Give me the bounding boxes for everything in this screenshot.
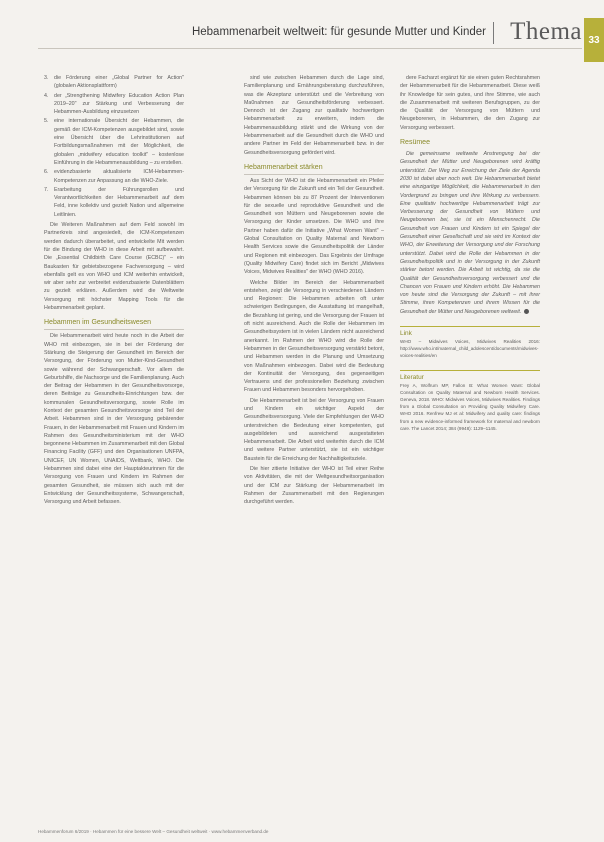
- body-paragraph: Die hier zitierte Initiative der WHO ist Teil einer Reihe von Aktivitäten, die mit der Weltgesundheitsorganisation und der ICM zur Stärkung der Hebammenarbeit im Rahmen der Zusammenarbeit mit den Regierungen durchgeführt werden.: [244, 466, 384, 506]
- literature-text: Frey A, Wolfrum MP, Fallon B: What Women Want: Global Consultation on Quality Maternal and Newborn Health Services. Geneva, 2018. WHO: Midwives Voices, Midwives Realities. Findings from a Global Consultation on Providing Quality Midwifery Care. WHO 2016. Renfrew MJ et al: Midwifery and quality care: findings from a new evidence-informed framework for maternal and newborn care. The Lancet 2014; 384 (9948): 1129–1145.: [400, 382, 540, 431]
- subheading: Hebammenarbeit stärken: [244, 163, 384, 175]
- list-item-text: der „Strengthening Midwifery Education Action Plan 2019–20" zur Stärkung und Verbesserung der Hebammen-Ausbildung einzusetzen: [54, 92, 184, 116]
- page-footer: Hebammenforum 6/2019 · Hebammen für eine bessere Welt – Gesundheit weltweit · www.hebammenverband.de: [38, 829, 269, 834]
- body-paragraph: dere Facharzt ergänzt für sie einen guten Rechtsrahmen der Hebammenarbeit für die Hebammenarbeit. Diese weiß ihr Knowledge für sein gutes, und ihre Stimme, wie auch die Zusammenarbeit mit weiteren Berufsgruppen, zu der die Qualität der Versorgung von Müttern und Neugeborenen, in Hebammen, die den Zugang zur Versorgung verbessert.: [400, 75, 540, 131]
- list-item-text: evidenzbasierte aktualisierte ICM-Hebammen-Kompetenzen zur Anpassung an die WHO-Ziele.: [54, 169, 184, 184]
- list-item: [44, 168, 184, 185]
- list-item: [44, 186, 184, 219]
- body-paragraph: Die Hebammenarbeit ist bei der Versorgung von Frauen und Kindern ein wichtiger Aspekt der Gesundheitsversorgung. Viele der Empfehlungen der WHO unterstreichen die Bedeutung einer kompetenten, gut ausgebildeten und ausreichend ausgestatteten Hebammenarbeit. Die Arbeit wird weiterhin durch die ICM und weitere Partner unterstützt, sie ist ein wichtiger Baustein für die Erreichung der Nachhaltigkeitsziele.: [244, 397, 384, 462]
- resume-text: Die gemeinsame weltweite Anstrengung bei der Gesundheit der Mütter und Neugeborenen wird kräftig unterstützt. Der Weg zur Erreichung der Ziele der Agenda 2030 ist dabei aber noch weit. Die Hebammenarbeit bietet eine einzigartige Möglichkeit, die Hebammenarbeit in den Vordergrund zu bringen und ihre Wirkung zu verbessern. Eine qualitativ hochwertige Hebammenarbeit trägt zur Verbesserung der Gesundheit von Müttern und Neugeborenen bei, sie ist ein Menschenrecht. Die Gesundheit von Frauen und Kindern ist ein Spiegel der Gesundheit einer Gesellschaft und sie wird im Kontext der WHO, der Erweiterung der Versorgung und der Forschung unterstützt. Dabei wird die Rolle der Hebammen in der Gesundheitspolitik und in der Versorgung in der Zukunft stärker betont werden. Die Arbeit ist wichtig, da sie die Qualität der Gesundheitsversorgung verbessert und die Chancen von Frauen und Kindern erhöht. Die Hebammen von heute sind die Versorgung der Zukunft – mit ihrer Stimme, ihren Kompetenzen und ihrem Wissen für die Gesundheit der Mütter und Neugeborenen weltweit.: [400, 151, 540, 315]
- section-label: Thema: [510, 18, 582, 45]
- link-box-heading: Link: [400, 326, 540, 338]
- list-item-text: die Förderung einer „Global Partner for Action" (globalen Aktionsplattform): [54, 75, 184, 90]
- list-item-number: 7.: [44, 186, 49, 193]
- list-item-text: eine internationale Übersicht der Hebammen, die gemäß der ICM-Kompetenzen ausgebildet sind, sowie eine Übersicht über die Lehrinstitutionen auf Fortbildungsmaßnahmen mit der Möglichkeit, die globalen „midwifery education toolkit" – kostenlose Einführung in die Hebammenausbildung – zu erstellen.: [54, 118, 184, 166]
- list-item-text: Erarbeitung der Führungsrollen und Verantwortlichkeiten der Hebammenarbeit auf dem Feld, inne kollektiv und gezielt Nation und allgemeine Leitlinien.: [54, 186, 184, 218]
- header-divider: [493, 22, 494, 44]
- list-item-number: 3.: [44, 75, 49, 81]
- link-text[interactable]: WHO – Midwives Voices, Midwives Realities 2016: http://www.who.int/maternal_child_adolescent/documents/midwives-voices-realities/en: [400, 339, 540, 359]
- literature-box-heading: Literatur: [400, 370, 540, 382]
- running-header-title: Hebammenarbeit weltweit: für gesunde Mutter und Kinder: [191, 26, 486, 38]
- measures-list: [44, 74, 184, 219]
- list-item-number: 4.: [44, 92, 49, 99]
- running-header: [0, 18, 604, 46]
- link-box: [400, 338, 540, 360]
- list-item: [44, 92, 184, 117]
- column-1: [44, 74, 184, 509]
- body-paragraph: sind wie zwischen Hebammen durch die Lage sind, Familienplanung und Ernährungsberatung durchzuführen, was die Akzeptanz unterstützt und die Verbreitung von Ma0nahmen zur Gesundheitsförderung verbessert. Dennoch ist der Zugang zur qualitativ hochwertigen Hebammenarbeit zu erweitern, indem die Hebammenausbildung stärkt und die Wirkung von der Hebammenarbeit auf die Gesundheit durch die WHO und andere Partner im Feld der Hebammenarbeit bzw. in der Gesundheitsversorgung gefördert wird.: [244, 75, 384, 156]
- body-paragraph: Die Hebammenarbeit wird heute noch in die Arbeit der WHO mit einbezogen, sie in bei der Förderung der Stärkung die Steigerung der Gesundheit im Bereich der Versorgung, der Förderung von Mutter-Kind-Gesundheit sowie während der Schwangerschaft. Vor allem die Geburtshilfe, die Nachsorge und die Familienplanung. Auch der Beitrag der Hebammen in der Gesundheitsvorsorge, deren Beiträge zu Gesundheits-Einrichtungen bzw. der kommunalen Gesundheitsversorgung, sowie Rolle im Kontext der gesamten Gesundheitsvorsorge sind Teil der Arbeit. Hebammen sind in der Versorgung gebärender Frauen, in der Hebammenarbeit mit Frauen und Kindern im Rahmen des Gesundheitsministerium mit der WHO begonnene Hebammen im Zusammenarbeit mit den Global Financing Facility (GFF) und den Organisationen UNFPA, UNICEF, UN Women, UNAIDS, Weltbank, WHO. Die Hebammen sind dabei eine der Hauptakteurinnen für die Versorgung von Frauen und Kindern im Rahmen der gesamten Gesundheit, sie müssen sich auch mit der Entwicklung der Gesundheitssysteme, Schwangerschaft, Versorgung und Arbeit befassen.: [44, 333, 184, 506]
- list-item: [44, 74, 184, 91]
- list-item-number: 5.: [44, 118, 49, 125]
- list-item-number: 6.: [44, 169, 49, 176]
- column-2: [244, 74, 384, 509]
- end-mark-icon: [524, 309, 529, 314]
- resume-paragraph: [400, 150, 540, 316]
- page-number: 33: [588, 34, 600, 46]
- subheading: Resümee: [400, 139, 430, 147]
- column-3: [400, 74, 540, 434]
- body-paragraph: Welche Bilder im Bereich der Hebammenarbeit entstehen, zeigt die Versorgung in verschiedenen Ländern und Regionen: Die Hebammen arbeiten oft unter schwierigen Bedingungen, die Ausstattung ist mangelhaft, die Bezahlung ist gering, und die Versorgung der Frauen ist oft nicht ausreichend. Auch die Rolle der Hebammen im Gesundheitssystem ist in vielen Ländern nicht ausreichend anerkannt. Im Rahmen der WHO wird die Rolle der Hebammen in der Gesundheitsversorgung verstärkt betont, und Hebammen werden in die Planung und Umsetzung von Maßnahmen einbezogen. Dabei wird die Bedeutung der Kontinuität der Versorgung, des gegenseitigen Vertrauens und der professionellen Beziehung zwischen Frauen und Hebammen besonders hervorgehoben.: [244, 279, 384, 394]
- body-paragraph: Aus Sicht der WHO ist die Hebammenarbeit ein Pfeiler der Versorgung für die Zukunft und ein Teil der Gesundheit. Hebammen können bis zu 87 Prozent der Interventionen für die sexuelle und reproduktive Gesundheit und die Gesundheit von Müttern und Neugeborenen sowie die Versorgung der Kinder umsetzen. Die WHO und ihre Partner haben dafür die Initiative „What Women Want" – Global Consultation on Quality Maternal and Newborn Health Services sowie die Gesundheitspolitik der Länder und Regionen mit einbezogen. Das Ergebnis der Umfrage (Quality Midwifery Care) findet sich im Bericht „Midwives Voices, Midwives Realities" der WHO (WHO 2016).: [244, 177, 384, 276]
- literature-box: [400, 382, 540, 432]
- subheading: Hebammen im Gesundheitswesen: [44, 318, 184, 330]
- header-rule: [38, 48, 582, 49]
- resume-block: [400, 150, 540, 316]
- page-number-tab: [584, 18, 604, 62]
- body-paragraph: Die Weiteren Maßnahmen auf dem Feld sowohl im Partnerkreis sind angesiedelt, die ICM-Kompetenzen werden dadurch überarbeitet, und entwickelte Mit werden für die Bindung der WHO in diese Arbeit mit aufbewahrt. Die „Essential Childbirth Care Course (ECBC)" – ein Baukasten für gebietsbezogene Fachversorgung – wird ebenfalls gelt es von WHO und ICM weiterhin entwickelt, wir aber sehr zur verbreitet evidenzbasierte Datenblättern zu gezielt erklären. Außerdem wird die Weltweite Versorgung mit höchster Mapping Tools für die Hebammenarbeit geplant.: [44, 222, 184, 312]
- list-item: [44, 117, 184, 167]
